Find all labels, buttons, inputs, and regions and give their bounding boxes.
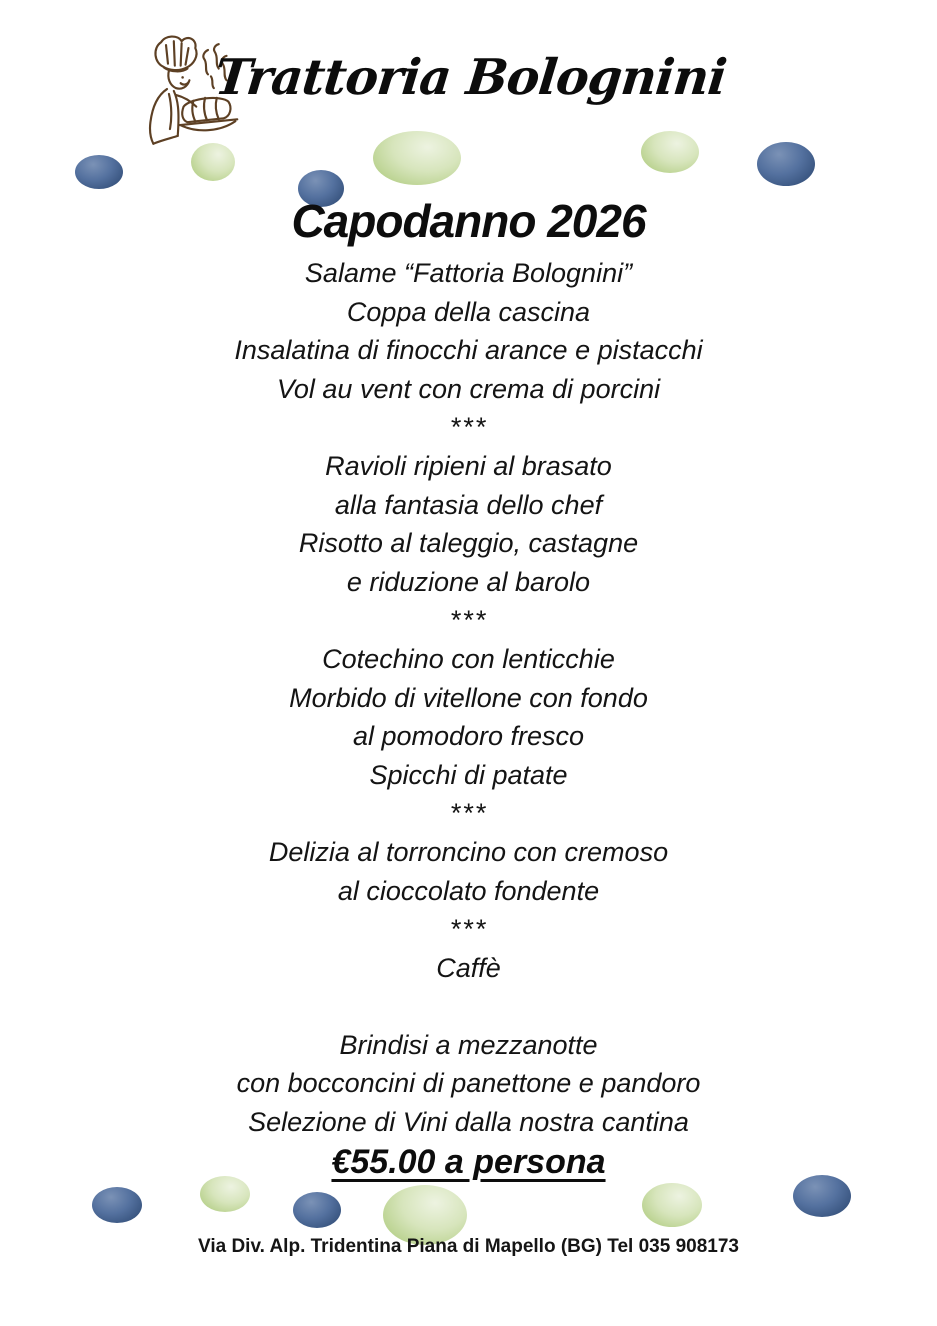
menu-line: alla fantasia dello chef — [334, 489, 603, 520]
decor-circle-blue — [757, 142, 815, 186]
menu-line: Ravioli ripieni al brasato — [325, 450, 612, 481]
decor-circle-blue — [75, 155, 123, 189]
menu-line: al cioccolato fondente — [337, 875, 600, 906]
menu-line: Risotto al taleggio, castagne — [298, 528, 639, 559]
course-separator: *** — [449, 605, 488, 636]
decor-circle-blue — [293, 1192, 341, 1228]
footer-address: Via Div. Alp. Tridentina Piana di Mapello (BG) Tel 035 908173 — [198, 1236, 739, 1257]
brand-title: Trattoria Bolognini — [211, 48, 729, 106]
menu-line: con bocconcini di panettone e pandoro — [236, 1068, 701, 1099]
price-line: €55.00 a persona — [331, 1142, 606, 1181]
menu-title: Capodanno 2026 — [291, 195, 646, 247]
decor-circle-green — [641, 131, 699, 173]
menu-line: Brindisi a mezzanotte — [339, 1029, 598, 1060]
menu-line: Vol au vent con crema di porcini — [276, 373, 661, 404]
menu-line: Insalatina di finocchi arance e pistacchi — [234, 335, 703, 366]
decor-circle-green — [373, 131, 461, 185]
menu-line: al pomodoro fresco — [352, 721, 585, 752]
menu-line: Salame “Fattoria Bolognini” — [304, 258, 633, 288]
menu-line: e riduzione al barolo — [346, 566, 591, 597]
menu-line: Cotechino con lenticchie — [322, 643, 615, 674]
course-separator: *** — [449, 914, 488, 945]
menu-line: Selezione di Vini dalla nostra cantina — [248, 1107, 689, 1138]
menu-line: Morbido di vitellone con fondo — [289, 682, 648, 713]
menu-lines — [0, 254, 937, 1183]
course-separator: *** — [449, 798, 488, 829]
spacer — [0, 987, 937, 1026]
decor-circle-green — [642, 1183, 702, 1227]
menu-line: Coppa della cascina — [346, 296, 591, 327]
decor-circle-blue — [92, 1187, 142, 1223]
menu-line: Caffè — [436, 952, 501, 983]
course-separator: *** — [449, 412, 488, 443]
menu-line: Delizia al torroncino con cremoso — [268, 836, 669, 867]
menu-content — [0, 196, 937, 1183]
menu-line: Spicchi di patate — [369, 759, 568, 790]
